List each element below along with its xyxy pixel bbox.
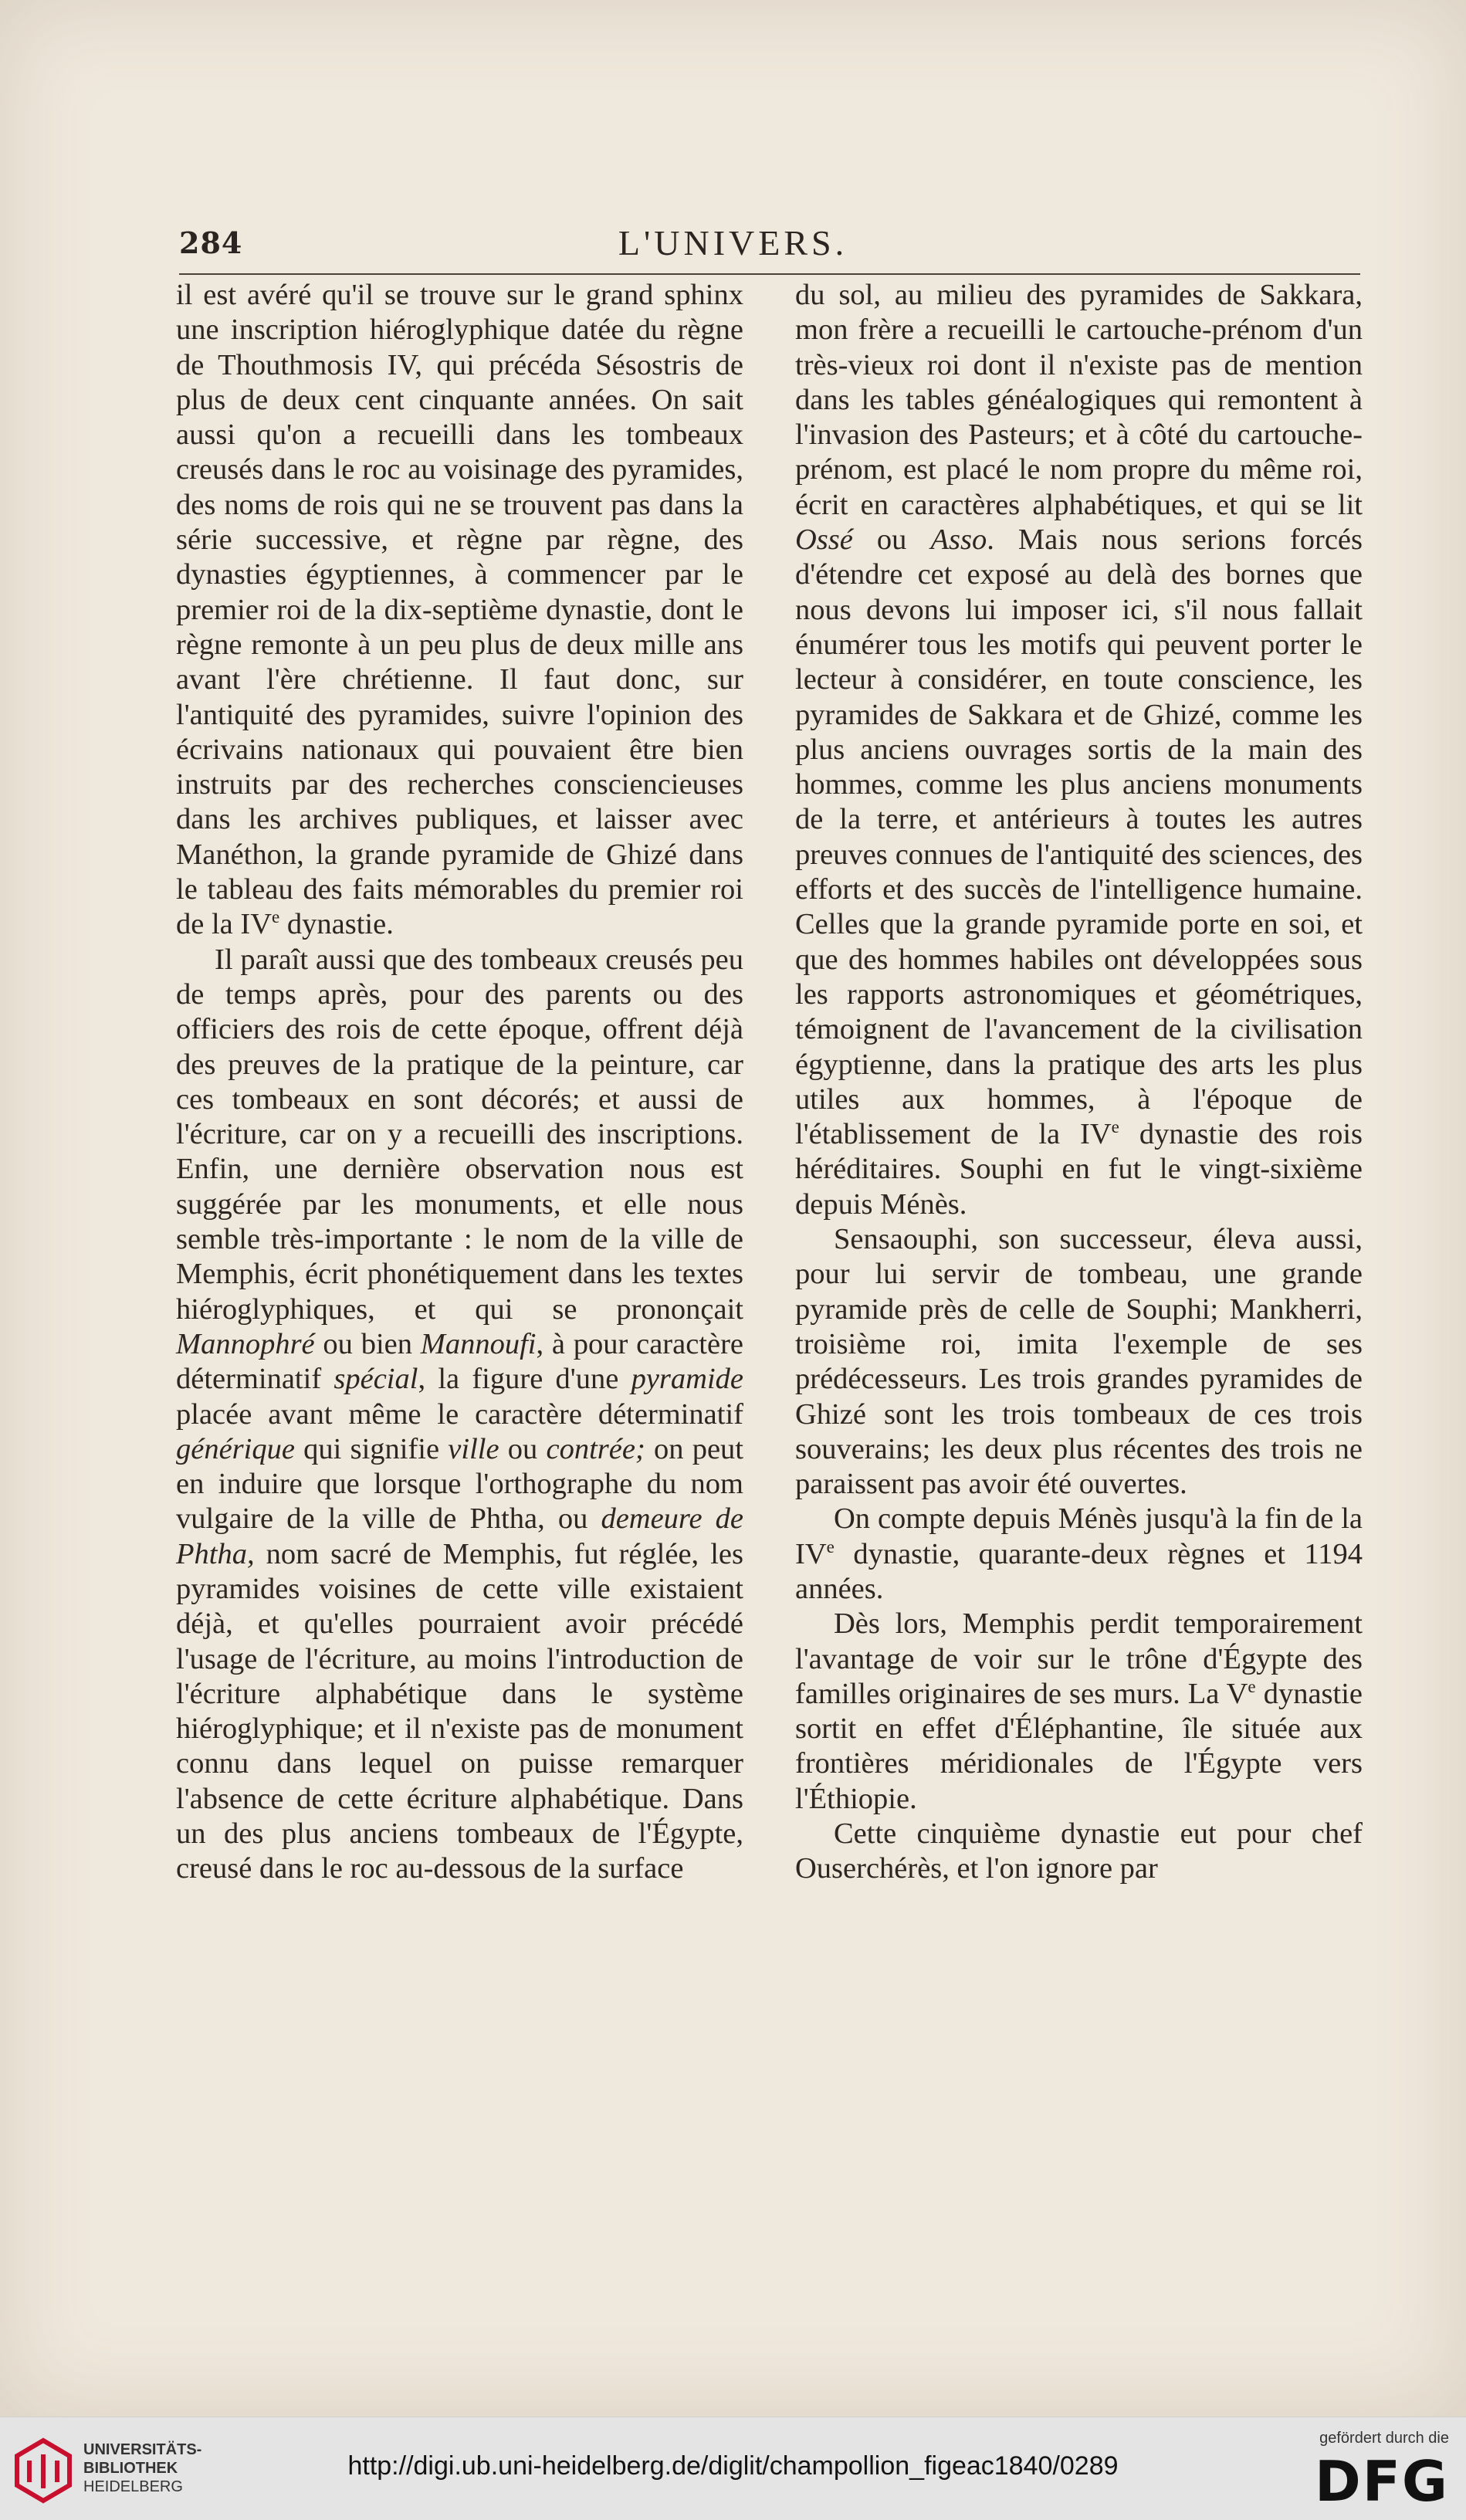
text-run: dynastie des rois héréditaires. Souphi en fut le vingt-sixième depuis Ménès. bbox=[795, 1118, 1363, 1221]
dfg-logo: DFG bbox=[1314, 2449, 1449, 2514]
paragraph bbox=[176, 278, 743, 943]
text-run: ou bbox=[499, 1432, 547, 1465]
permalink-url[interactable]: http://digi.ub.uni-heidelberg.de/diglit/champollion_figeac1840/0289 bbox=[347, 2451, 1119, 2481]
text-run: Il paraît aussi que des tombeaux creusés peu de temps après, pour des parents ou des officiers des rois de cette époque, offrent déjà des preuves de la pratique de la peinture, car ces tombeaux en sont décorés; et aussi de l'écriture, car on y a recueilli des inscriptions. Enfin, une dernière observation nous est suggérée par les monuments, et elle nous semble très-importante : le nom de la ville de Memphis, écrit phonétiquement dans les textes hiéroglyphiques, et qui se prononçait bbox=[176, 943, 743, 1326]
text-run: placée avant même le caractère déterminatif bbox=[176, 1397, 743, 1431]
text-run: il est avéré qu'il se trouve sur le grand sphinx une inscription hiéroglyphique datée du règne de Thouthmosis IV, qui précéda Sésostris de plus de deux cent cinquante années. On sait aussi qu'on a recueilli dans les tombeaux creusés dans le roc au voisinage des pyramides, des noms de rois qui ne se trouvent pas dans la série successive, et règne par règne, des dynasties égyptiennes, à commencer par le premier roi de la dix-septième dynastie, dont le règne remonte à un peu plus de deux mille ans avant l'ère chrétienne. Il faut donc, sur l'antiquité des pyramides, suivre l'opinion des écrivains nationaux qui pouvaient être bien instruits par des recherches consciencieuses dans les archives publiques, et laisser avec Manéthon, la grande pyramide de Ghizé dans le tableau des faits mémorables du premier roi de la IV bbox=[176, 279, 743, 941]
text-column-right bbox=[795, 278, 1363, 1887]
superscript: e bbox=[272, 906, 280, 927]
text-column-left bbox=[176, 278, 743, 1887]
text-run: , à pour caractère déterminatif bbox=[176, 1327, 743, 1396]
italic-text: Mannoufi bbox=[420, 1327, 537, 1360]
supported-by-label: gefördert durch die bbox=[1319, 2430, 1449, 2447]
superscript: e bbox=[1111, 1116, 1119, 1137]
institution-line: BIBLIOTHEK bbox=[83, 2460, 178, 2477]
italic-text: spécial bbox=[333, 1363, 418, 1396]
italic-text: ville bbox=[448, 1432, 499, 1465]
paragraph bbox=[795, 1222, 1363, 1502]
italic-text: demeure de Phtha, bbox=[176, 1502, 743, 1570]
viewer-footer bbox=[0, 2417, 1466, 2520]
superscript: e bbox=[1248, 1676, 1256, 1697]
header-rule bbox=[179, 273, 1360, 275]
text-run: , la figure d'une bbox=[418, 1363, 631, 1396]
institution-line: HEIDELBERG bbox=[83, 2478, 183, 2495]
italic-text: Ossé bbox=[795, 523, 853, 557]
italic-text: Mannophré bbox=[176, 1327, 315, 1360]
text-run: Sensaouphi, son successeur, éleva aussi, pour lui servir de tombeau, une grande pyramide près de celle de Souphi; Mankherri, troisième roi, imita l'exemple de ses prédécesseurs. Les trois grandes pyramides de Ghizé sont les trois tombeaux de ces trois souverains; les deux plus récentes des trois ne paraissent pas avoir été ouvertes. bbox=[795, 1223, 1363, 1501]
text-run: dynastie. bbox=[279, 908, 394, 941]
paragraph bbox=[795, 1502, 1363, 1607]
text-run: du sol, au milieu des pyramides de Sakkara, mon frère a recueilli le cartouche-prénom d'un très-vieux roi dont il n'existe pas de mention dans les tables généalogiques qui remontent à l'invasion des Pasteurs; et à côté du cartouche-prénom, est placé le nom propre du même roi, écrit en caractères alphabétiques, et qui se lit bbox=[795, 279, 1363, 521]
text-run: Cette cinquième dynastie eut pour chef Ouserchérès, et l'on ignore par bbox=[795, 1817, 1363, 1885]
text-run: nom sacré de Memphis, fut réglée, les pyramides voisines de cette ville existaient déjà, et qu'elles pourraient avoir précédé l'usage de l'écriture, au moins l'introduction de l'écriture alphabétique dans le système hiéroglyphique; et il n'existe pas de monument connu dans lequel on puisse remarquer l'absence de cette écriture alphabétique. Dans un des plus anciens tombeaux de l'Égypte, creusé dans le roc au-dessous de la surface bbox=[176, 1537, 743, 1885]
paragraph bbox=[795, 1817, 1363, 1887]
text-run: ou bien bbox=[314, 1327, 421, 1360]
italic-text: pyramide bbox=[631, 1363, 743, 1396]
text-run: on peut en induire que lorsque l'orthographe du nom vulgaire de la ville de Phtha, ou bbox=[176, 1432, 743, 1536]
text-run: On compte depuis Ménès jusqu'à la fin de la IV bbox=[795, 1502, 1363, 1570]
italic-text: Asso bbox=[930, 523, 987, 557]
text-run: Dès lors, Memphis perdit temporairement l'avantage de voir sur le trône d'Égypte des familles originaires de ses murs. La V bbox=[795, 1607, 1363, 1710]
page-number: 284 bbox=[179, 225, 243, 260]
paragraph bbox=[176, 943, 743, 1887]
text-run: qui signifie bbox=[294, 1432, 449, 1465]
text-run: . Mais nous serions forcés d'étendre cet exposé au delà des bornes que nous devons lui imposer ici, s'il nous fallait énumérer tous les motifs qui peuvent porter le lecteur à considérer, en toute conscience, les pyramides de Sakkara et de Ghizé, comme les plus anciens ouvrages sortis de la main des hommes, comme les plus anciens monuments de la terre, et antérieurs à toutes les autres preuves connues de l'antiquité des sciences, des efforts et des succès de l'intelligence humaine. Celles que la grande pyramide porte en soi, et que des hommes habiles ont développées sous les rapports astronomiques et géométriques, témoignent de l'avancement de la civilisation égyptienne, dans la pratique des arts les plus utiles aux hommes, à l'époque de l'établissement de la IV bbox=[795, 523, 1363, 1151]
institution-line: UNIVERSITÄTS- bbox=[83, 2441, 202, 2458]
paragraph bbox=[795, 1607, 1363, 1817]
text-run: ou bbox=[852, 523, 931, 557]
paragraph bbox=[795, 278, 1363, 1222]
italic-text: générique bbox=[176, 1432, 295, 1465]
text-run: dynastie, quarante-deux règnes et 1194 années. bbox=[795, 1537, 1363, 1605]
running-head: L'UNIVERS. bbox=[618, 223, 848, 262]
italic-text: contrée; bbox=[546, 1432, 645, 1465]
superscript: e bbox=[826, 1536, 835, 1556]
text-run: dynastie sortit en effet d'Éléphantine, île située aux frontières méridionales de l'Égypte vers l'Éthiopie. bbox=[795, 1677, 1363, 1815]
